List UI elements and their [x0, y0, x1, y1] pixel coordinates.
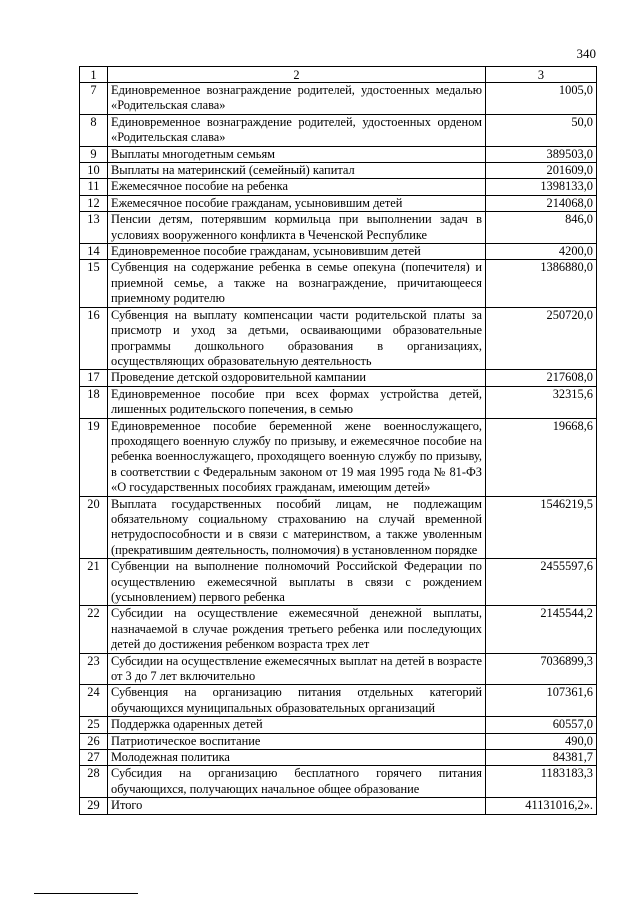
table-row — [80, 733, 597, 749]
row-number: 16 — [80, 307, 108, 370]
row-name: Выплата государственных пособий лицам, не подлежащим обязательному социальному страхованию на случай временной нетрудоспособности и в связи с материнством, а также уволенным (прекратившим деятельность, полномочия) в установленном порядке — [108, 496, 486, 559]
table-row — [80, 750, 597, 766]
row-name: Поддержка одаренных детей — [108, 717, 486, 733]
row-value: 250720,0 — [486, 307, 597, 370]
row-name: Единовременное пособие гражданам, усыновившим детей — [108, 244, 486, 260]
header-col-2: 2 — [108, 67, 486, 83]
row-number: 26 — [80, 733, 108, 749]
row-value: 214068,0 — [486, 195, 597, 211]
row-value: 107361,6 — [486, 685, 597, 717]
table-row — [80, 606, 597, 653]
row-name: Субсидия на организацию бесплатного горячего питания обучающихся, получающих начальное общее образование — [108, 766, 486, 798]
row-number: 8 — [80, 114, 108, 146]
row-value: 19668,6 — [486, 418, 597, 496]
row-value: 41131016,2». — [486, 798, 597, 814]
table-row — [80, 260, 597, 307]
row-value: 201609,0 — [486, 163, 597, 179]
table-row — [80, 163, 597, 179]
table-row — [80, 195, 597, 211]
row-value: 1546219,5 — [486, 496, 597, 559]
row-value: 1398133,0 — [486, 179, 597, 195]
row-value: 50,0 — [486, 114, 597, 146]
table-row — [80, 685, 597, 717]
row-number: 22 — [80, 606, 108, 653]
row-name: Выплаты многодетным семьям — [108, 146, 486, 162]
row-number: 17 — [80, 370, 108, 386]
table-row — [80, 212, 597, 244]
row-value: 4200,0 — [486, 244, 597, 260]
table-row — [80, 386, 597, 418]
row-name: Патриотическое воспитание — [108, 733, 486, 749]
table-row — [80, 244, 597, 260]
table-row — [80, 114, 597, 146]
row-name: Выплаты на материнский (семейный) капитал — [108, 163, 486, 179]
table-row — [80, 559, 597, 606]
table-row — [80, 146, 597, 162]
row-number: 19 — [80, 418, 108, 496]
header-col-1: 1 — [80, 67, 108, 83]
row-number: 27 — [80, 750, 108, 766]
row-name: Субвенции на выполнение полномочий Российской Федерации по осуществлению ежемесячной выплаты в связи с рождением (усыновлением) первого ребенка — [108, 559, 486, 606]
row-name: Субсидии на осуществление ежемесячных выплат на детей в возрасте от 3 до 7 лет включительно — [108, 653, 486, 685]
row-name: Единовременное пособие беременной жене военнослужащего, проходящего военную службу по призыву, и ежемесячное пособие на ребенка военнослужащего, проходящего военную службу по призыву, в соответствии с Федеральным законом от 19 мая 1995 года № 81-ФЗ «О государственных пособиях гражданам, имеющим детей» — [108, 418, 486, 496]
table-body — [80, 83, 597, 815]
row-name: Единовременное пособие при всех формах устройства детей, лишенных родительского попечения, в семью — [108, 386, 486, 418]
row-value: 60557,0 — [486, 717, 597, 733]
row-number: 12 — [80, 195, 108, 211]
row-value: 217608,0 — [486, 370, 597, 386]
table-row — [80, 370, 597, 386]
row-name: Субвенция на выплату компенсации части родительской платы за присмотр и уход за детьми, осваивающими образовательные программы дошкольного образования в организациях, осуществляющих образовательную деятельность — [108, 307, 486, 370]
row-number: 21 — [80, 559, 108, 606]
row-value: 490,0 — [486, 733, 597, 749]
row-name: Субсидии на осуществление ежемесячной денежной выплаты, назначаемой в случае рождения третьего ребенка или последующих детей до достижения ребенком возраста трех лет — [108, 606, 486, 653]
row-number: 11 — [80, 179, 108, 195]
budget-table — [79, 66, 597, 815]
row-name: Пенсии детям, потерявшим кормильца при выполнении задач в условиях вооруженного конфликта в Чеченской Республике — [108, 212, 486, 244]
row-number: 7 — [80, 83, 108, 115]
row-name: Единовременное вознаграждение родителей, удостоенных медалью «Родительская слава» — [108, 83, 486, 115]
row-value: 1005,0 — [486, 83, 597, 115]
row-number: 24 — [80, 685, 108, 717]
row-number: 14 — [80, 244, 108, 260]
row-name: Молодежная политика — [108, 750, 486, 766]
header-col-3: 3 — [486, 67, 597, 83]
row-name: Ежемесячное пособие гражданам, усыновившим детей — [108, 195, 486, 211]
row-value: 1183183,3 — [486, 766, 597, 798]
row-value: 7036899,3 — [486, 653, 597, 685]
row-name: Единовременное вознаграждение родителей, удостоенных орденом «Родительская слава» — [108, 114, 486, 146]
table-row — [80, 798, 597, 814]
row-value: 2455597,6 — [486, 559, 597, 606]
row-number: 15 — [80, 260, 108, 307]
row-number: 18 — [80, 386, 108, 418]
row-number: 9 — [80, 146, 108, 162]
row-number: 23 — [80, 653, 108, 685]
row-value: 2145544,2 — [486, 606, 597, 653]
row-value: 846,0 — [486, 212, 597, 244]
row-number: 10 — [80, 163, 108, 179]
row-value: 32315,6 — [486, 386, 597, 418]
bottom-rule — [34, 893, 138, 894]
row-name: Субвенция на содержание ребенка в семье опекуна (попечителя) и приемной семье, а также на вознаграждение, причитающееся приемному родителю — [108, 260, 486, 307]
row-name: Ежемесячное пособие на ребенка — [108, 179, 486, 195]
row-number: 29 — [80, 798, 108, 814]
table-row — [80, 179, 597, 195]
row-number: 28 — [80, 766, 108, 798]
table-row — [80, 653, 597, 685]
table-row — [80, 766, 597, 798]
table-row — [80, 307, 597, 370]
row-value: 84381,7 — [486, 750, 597, 766]
table-header-row — [80, 67, 597, 83]
row-number: 25 — [80, 717, 108, 733]
row-value: 389503,0 — [486, 146, 597, 162]
row-value: 1386880,0 — [486, 260, 597, 307]
row-name: Субвенция на организацию питания отдельных категорий обучающихся муниципальных образовательных организаций — [108, 685, 486, 717]
table-row — [80, 496, 597, 559]
row-number: 13 — [80, 212, 108, 244]
row-name: Итого — [108, 798, 486, 814]
table-row — [80, 717, 597, 733]
table-row — [80, 418, 597, 496]
page-number: 340 — [576, 46, 596, 61]
row-number: 20 — [80, 496, 108, 559]
row-name: Проведение детской оздоровительной кампании — [108, 370, 486, 386]
table-row — [80, 83, 597, 115]
